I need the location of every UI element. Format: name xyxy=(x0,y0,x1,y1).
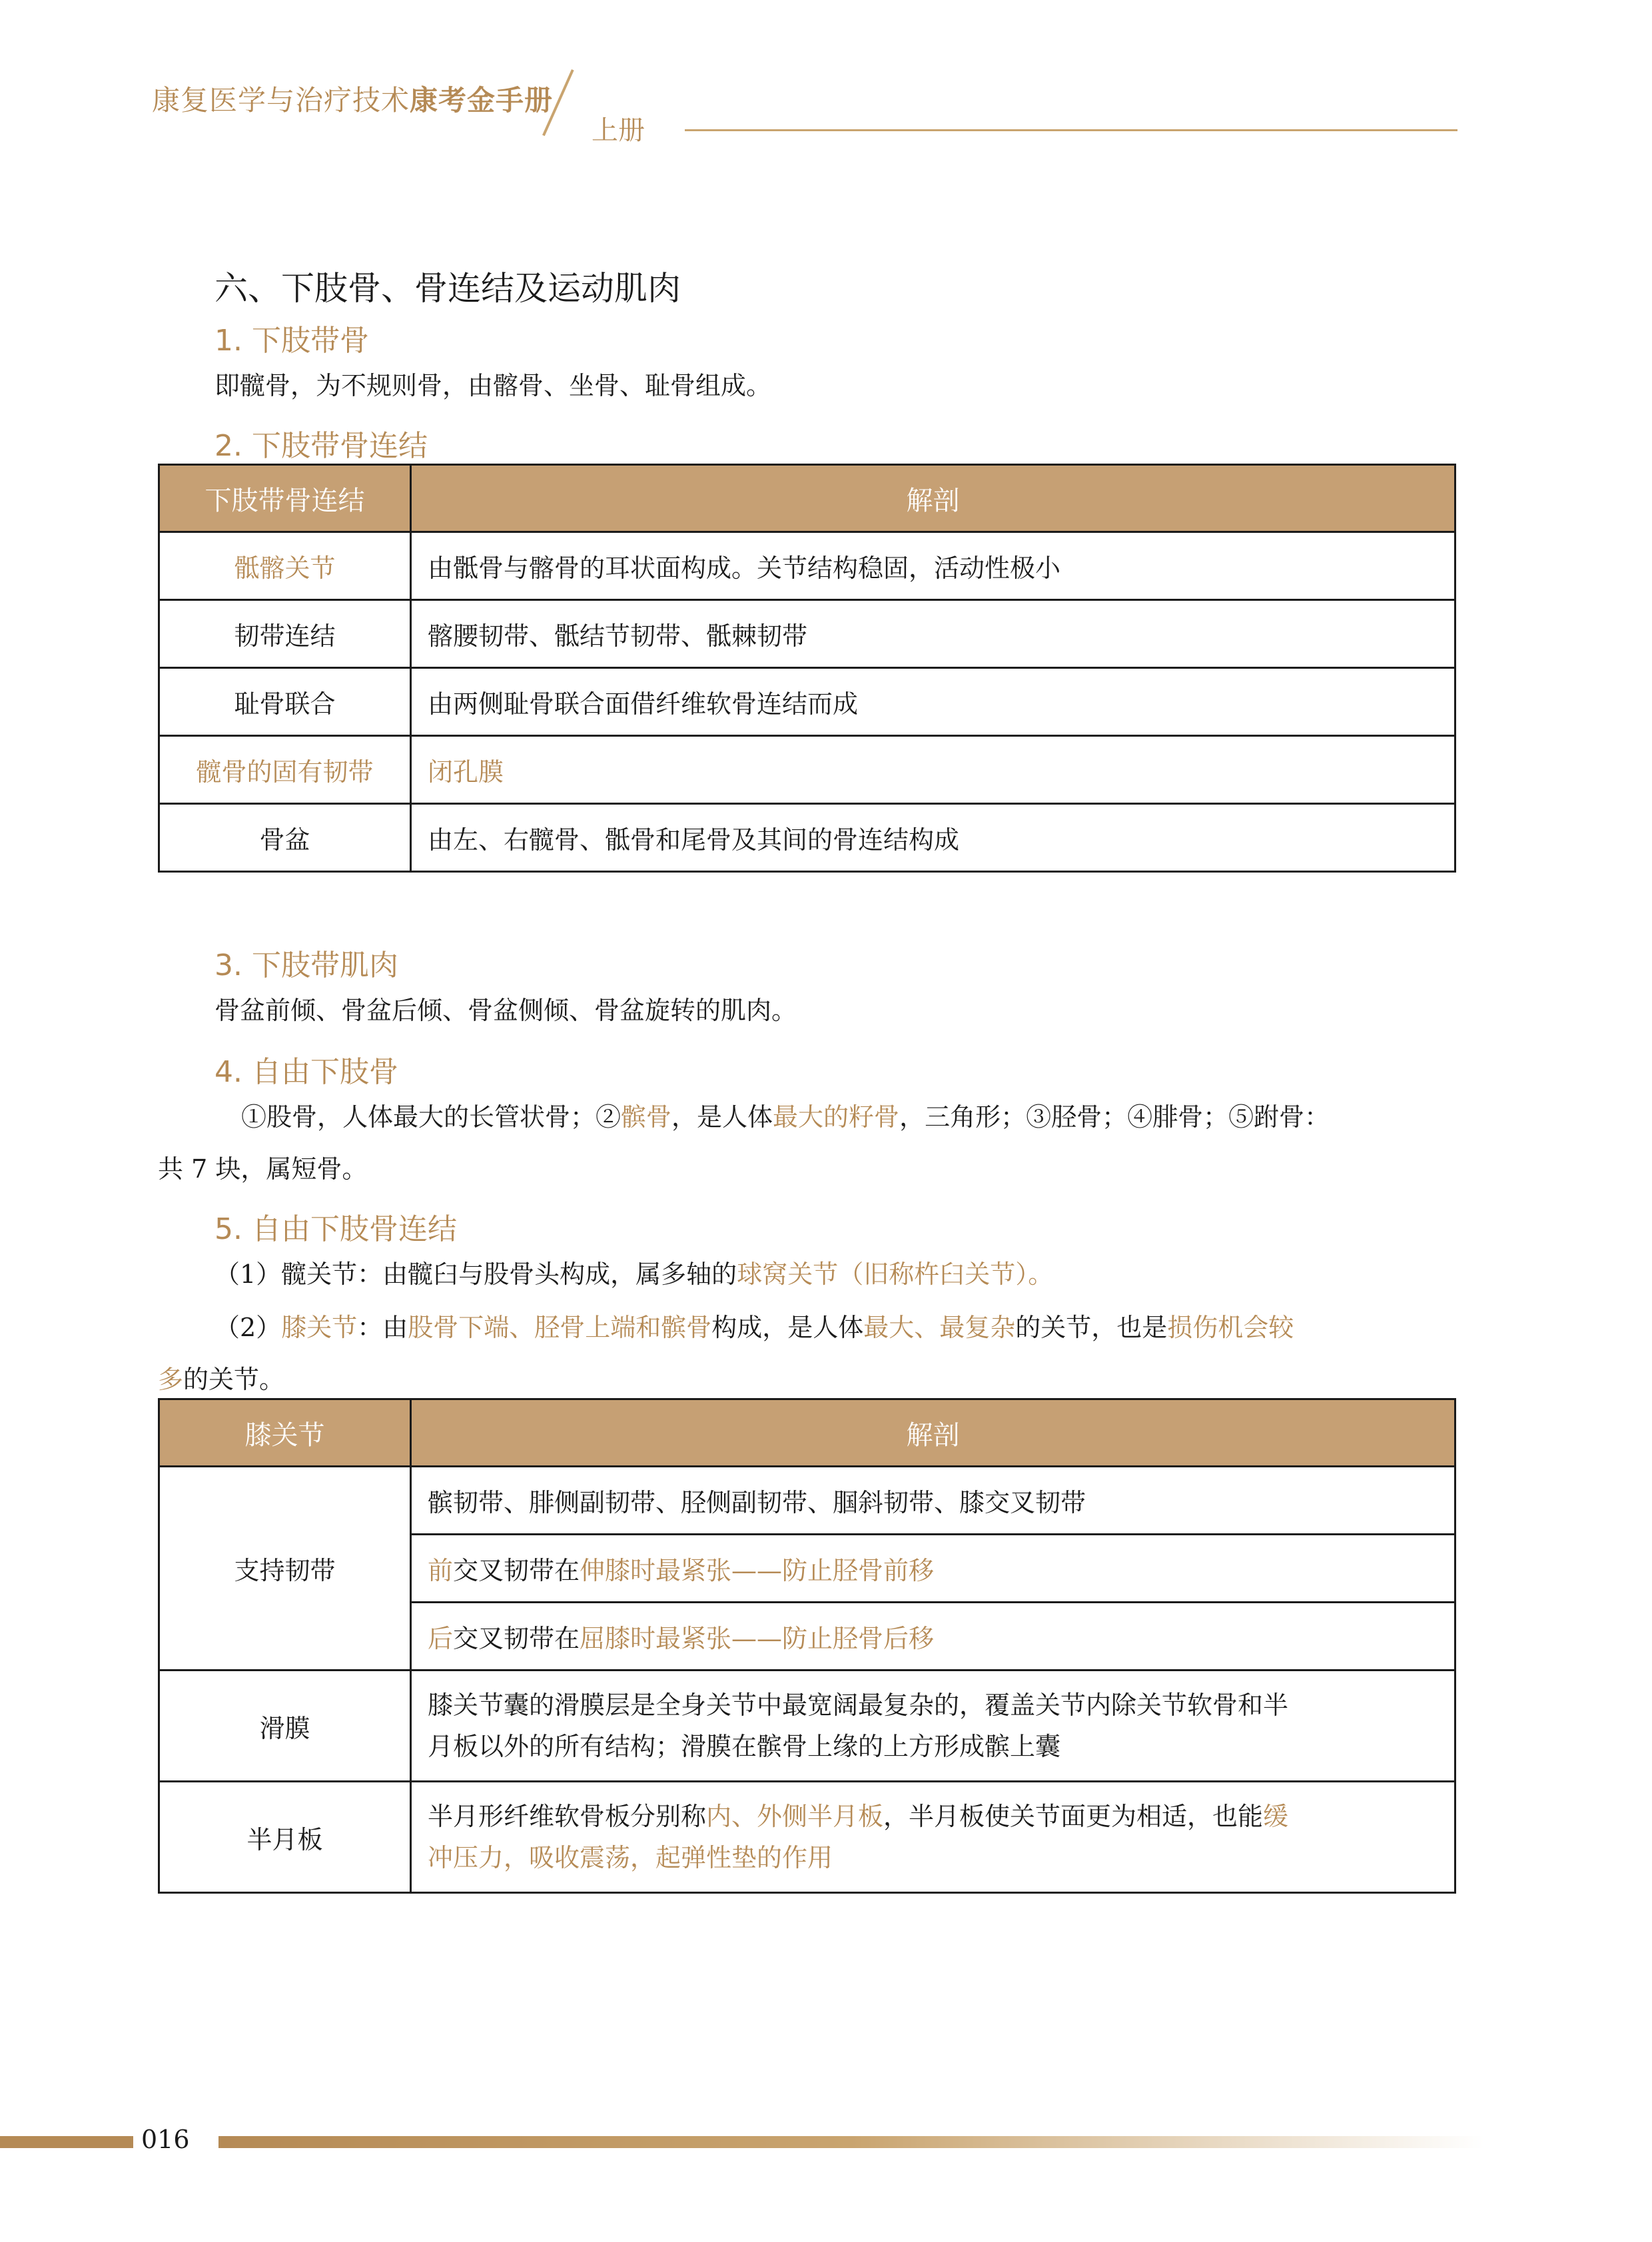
page-number: 016 xyxy=(141,2125,190,2154)
text-line: 膝关节囊的滑膜层是全身关节中最宽阔最复杂的，覆盖关节内除关节软骨和半 xyxy=(428,1690,1289,1720)
table-cell-desc xyxy=(411,1603,1455,1671)
text-run-highlight: 髌骨 xyxy=(621,1102,672,1132)
section-title: 六、下肢骨、骨连结及运动肌肉 xyxy=(214,269,681,308)
table-row xyxy=(159,736,1455,804)
table-cell-desc: 由两侧耻骨联合面借纤维软骨连结而成 xyxy=(411,668,1455,736)
book-title-part: 康复医学与治疗技术 xyxy=(152,84,410,117)
text-run-highlight: 后 xyxy=(428,1624,454,1653)
text-run-highlight: 屈膝时最紧张——防止胫骨后移 xyxy=(580,1624,935,1653)
table-row xyxy=(159,668,1455,736)
text-run: ，是人体 xyxy=(671,1102,773,1132)
volume-label: 上册 xyxy=(592,115,645,146)
paragraph-knee-joint xyxy=(214,1302,1294,1353)
table-cell-name: 滑膜 xyxy=(159,1671,411,1782)
table-cell-desc: 闭孔膜 xyxy=(411,736,1455,804)
table-row xyxy=(159,600,1455,668)
table-cell-desc: 髂腰韧带、骶结节韧带、骶棘韧带 xyxy=(411,600,1455,668)
table-cell-desc xyxy=(411,1671,1455,1782)
column-header: 解剖 xyxy=(411,465,1455,532)
table-cell-name: 耻骨联合 xyxy=(159,668,411,736)
text-run: （1）髋关节：由髋臼与股骨头构成，属多轴的 xyxy=(214,1260,737,1289)
table-cell-desc xyxy=(411,1782,1455,1893)
text-run-highlight: 球窝关节（旧称杵臼关节）。 xyxy=(737,1260,1054,1289)
header-rule xyxy=(685,129,1457,131)
table-row xyxy=(159,804,1455,872)
heading-free-limb-bones: 4. 自由下肢骨 xyxy=(214,1055,398,1089)
text-run: （2） xyxy=(214,1313,282,1342)
text-run: ，三角形；③胫骨；④腓骨；⑤跗骨： xyxy=(899,1102,1330,1132)
text-run: ：由 xyxy=(357,1313,408,1342)
footer-bar-right xyxy=(218,2136,1484,2148)
text-run-highlight: 缓 xyxy=(1263,1802,1289,1831)
table-cell-desc: 髌韧带、腓侧副韧带、胫侧副韧带、腘斜韧带、膝交叉韧带 xyxy=(411,1467,1455,1535)
book-title xyxy=(152,79,553,119)
text-run: 的关节。 xyxy=(183,1365,285,1394)
text-run-highlight: 损伤机会较 xyxy=(1167,1313,1294,1342)
column-header: 下肢带骨连结 xyxy=(159,465,411,532)
text-run: 构成，是人体 xyxy=(711,1313,864,1342)
text-run-highlight: 膝关节 xyxy=(281,1313,358,1342)
table-cell-name: 骨盆 xyxy=(159,804,411,872)
paragraph-lower-limb-girdle: 即髋骨，为不规则骨，由髂骨、坐骨、耻骨组成。 xyxy=(214,371,772,400)
text-run: 的关节，也是 xyxy=(1015,1313,1168,1342)
text-run: ，半月板使关节面更为相适，也能 xyxy=(883,1802,1264,1831)
text-run-highlight: 最大的籽骨 xyxy=(773,1102,900,1132)
text-run: 交叉韧带在 xyxy=(453,1624,580,1653)
text-run-highlight: 前 xyxy=(428,1556,454,1585)
table-row xyxy=(159,1467,1455,1535)
text-run: ①股骨，人体最大的长管状骨；② xyxy=(241,1102,621,1132)
text-run-highlight: 多 xyxy=(158,1365,184,1394)
girdle-joints-table xyxy=(158,464,1456,873)
column-header: 膝关节 xyxy=(159,1399,411,1467)
text-run: 半月形纤维软骨板分别称 xyxy=(428,1802,707,1831)
table-cell-desc: 由左、右髋骨、骶骨和尾骨及其间的骨连结构成 xyxy=(411,804,1455,872)
paragraph-free-limb-bones-cont: 共 7 块，属短骨。 xyxy=(158,1154,368,1184)
table-cell-name: 支持韧带 xyxy=(159,1467,411,1671)
text-run: 交叉韧带在 xyxy=(453,1556,580,1585)
table-cell-name: 髋骨的固有韧带 xyxy=(159,736,411,804)
table-row xyxy=(159,1671,1455,1782)
heading-lower-limb-girdle: 1. 下肢带骨 xyxy=(214,324,369,358)
text-run-highlight: 冲压力，吸收震荡，起弹性垫的作用 xyxy=(428,1843,833,1872)
table-cell-desc: 由骶骨与髂骨的耳状面构成。关节结构稳固，活动性极小 xyxy=(411,532,1455,600)
text-run-highlight: 内、外侧半月板 xyxy=(706,1802,884,1831)
footer-bar-left xyxy=(0,2136,133,2148)
table-cell-name: 半月板 xyxy=(159,1782,411,1893)
table-cell-name: 韧带连结 xyxy=(159,600,411,668)
paragraph-free-limb-bones xyxy=(241,1091,1330,1143)
table-header-row xyxy=(159,1399,1455,1467)
table-row xyxy=(159,1782,1455,1893)
column-header: 解剖 xyxy=(411,1399,1455,1467)
heading-free-limb-joints: 5. 自由下肢骨连结 xyxy=(214,1212,457,1246)
book-title-emphasis: 康考金手册 xyxy=(410,84,554,117)
table-header-row xyxy=(159,465,1455,532)
paragraph-girdle-muscles: 骨盆前倾、骨盆后倾、骨盆侧倾、骨盆旋转的肌肉。 xyxy=(214,996,797,1025)
text-line: 月板以外的所有结构；滑膜在髌骨上缘的上方形成髌上囊 xyxy=(428,1732,1061,1761)
knee-joint-table xyxy=(158,1398,1456,1894)
text-run-highlight: 最大、最复杂 xyxy=(863,1313,1016,1342)
heading-girdle-muscles: 3. 下肢带肌肉 xyxy=(214,948,398,982)
text-run-highlight: 伸膝时最紧张——防止胫骨前移 xyxy=(580,1556,935,1585)
text-run-highlight: 股骨下端、胫骨上端和髌骨 xyxy=(408,1313,712,1342)
table-cell-name: 骶髂关节 xyxy=(159,532,411,600)
paragraph-hip-joint xyxy=(214,1248,1053,1300)
table-cell-desc xyxy=(411,1535,1455,1603)
heading-girdle-joints: 2. 下肢带骨连结 xyxy=(214,429,428,463)
table-row xyxy=(159,532,1455,600)
